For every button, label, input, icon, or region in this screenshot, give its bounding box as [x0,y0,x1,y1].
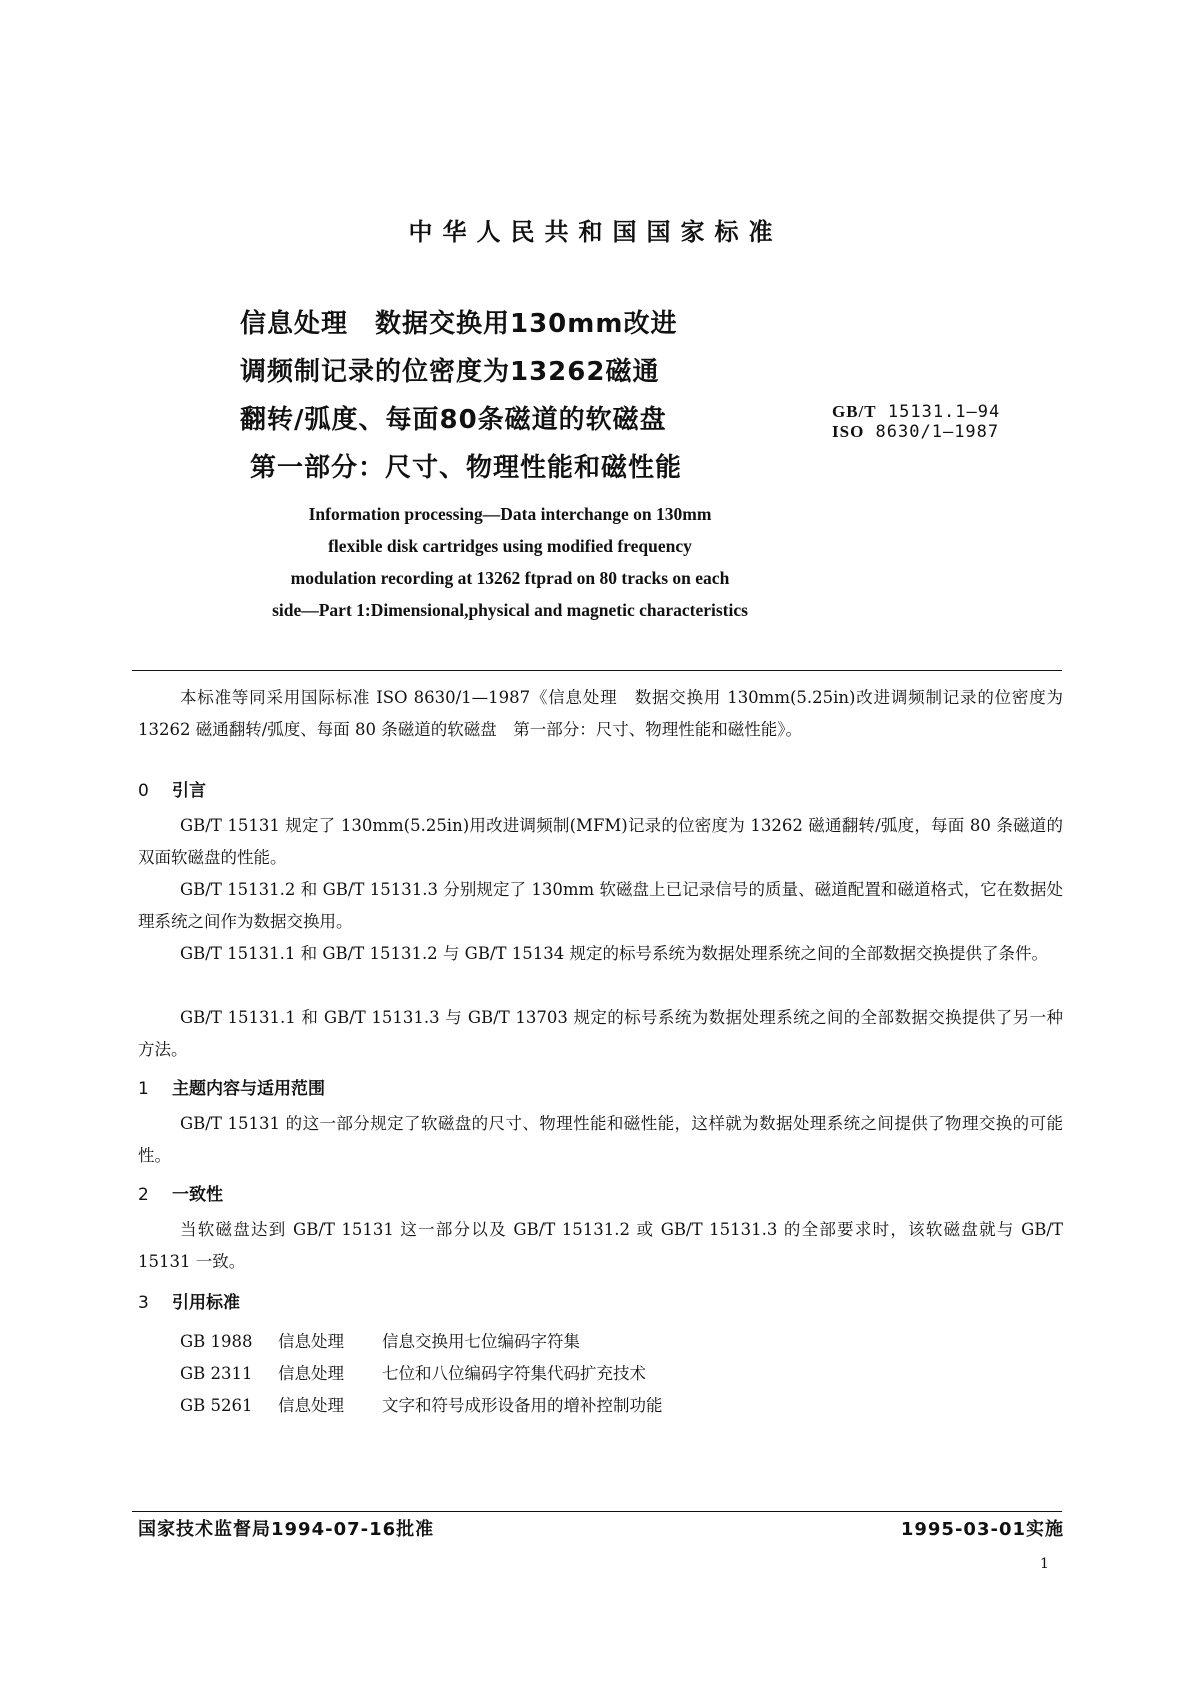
section-paragraph: GB/T 15131.1 和 GB/T 15131.3 与 GB/T 13703 规定的标号系统为数据处理系统之间的全部数据交换提供了另一种方法。 [138,1008,1063,1059]
reference-name: 文字和符号成形设备用的增补控制功能 [382,1396,663,1415]
reference-field: 信息处理 [278,1332,344,1351]
english-title-line: flexible disk cartridges using modified frequency [328,536,692,556]
reference-field: 信息处理 [278,1364,344,1383]
section-heading [138,1076,325,1102]
section-number: 2 [138,1185,149,1205]
reference-name: 七位和八位编码字符集代码扩充技术 [382,1364,646,1383]
approval-date: 国家技术监督局1994-07-16批准 [138,1519,435,1540]
section-paragraph: GB/T 15131 的这一部分规定了软磁盘的尺寸、物理性能和磁性能，这样就为数据处理系统之间提供了物理交换的可能性。 [138,1114,1063,1165]
english-title-line: side—Part 1:Dimensional,physical and magnetic characteristics [272,600,748,620]
iso-label: ISO [832,422,865,441]
chinese-title-line: 调频制记录的位密度为13262磁通 [240,357,660,387]
chinese-title-line: 第一部分：尺寸、物理性能和磁性能 [250,453,683,483]
section-title: 主题内容与适用范围 [172,1079,325,1099]
iso-standard-number [832,422,1000,442]
section-paragraph: GB/T 15131 规定了 130mm(5.25in)用改进调频制(MFM)记录的位密度为 13262 磁通翻转/弧度，每面 80 条磁道的双面软磁盘的性能。 [138,816,1063,867]
national-standard-heading: 中华人民共和国国家标准 [408,218,783,246]
intro-paragraph: 本标准等同采用国际标准 ISO 8630/1—1987《信息处理 数据交换用 130mm(5.25in)改进调频制记录的位密度为 13262 磁通翻转/弧度、每面 80 条磁道的软磁盘 第一部分：尺寸、物理性能和磁性能》。 [138,688,1063,739]
reference-code: GB 2311 [180,1364,253,1383]
reference-item [180,1326,580,1358]
chinese-title-line: 信息处理 数据交换用130mm改进 [240,309,678,339]
section-heading [138,1290,240,1316]
section-number: 1 [138,1079,149,1099]
section-paragraph: 当软磁盘达到 GB/T 15131 这一部分以及 GB/T 15131.2 或 GB/T 15131.3 的全部要求时，该软磁盘就与 GB/T 15131 一致。 [138,1220,1063,1271]
section-number: 0 [138,781,149,801]
english-title [200,498,820,626]
reference-name: 信息交换用七位编码字符集 [382,1332,580,1351]
chinese-title [240,300,740,492]
english-title-line: modulation recording at 13262 ftprad on 80 tracks on each [290,568,730,588]
gb-number: 15131.1—94 [887,402,1001,422]
bottom-divider [132,1511,1062,1512]
page-number: 1 [1040,1556,1049,1572]
section-title: 一致性 [172,1185,223,1205]
section-paragraph: GB/T 15131.1 和 GB/T 15131.2 与 GB/T 15134 规定的标号系统为数据处理系统之间的全部数据交换提供了条件。 [180,944,1049,963]
chinese-title-line: 翻转/弧度、每面80条磁道的软磁盘 [240,405,667,435]
reference-item [180,1390,663,1422]
section-title: 引用标准 [172,1293,240,1313]
section-heading [138,778,206,804]
top-divider [132,670,1062,671]
section-title: 引言 [172,781,206,801]
implementation-date: 1995-03-01实施 [900,1519,1064,1540]
standard-numbers [832,402,1000,442]
iso-number: 8630/1—1987 [875,422,1000,442]
english-title-line: Information processing—Data interchange on 130mm [308,504,712,524]
reference-field: 信息处理 [278,1396,344,1415]
section-number: 3 [138,1293,149,1313]
reference-item [180,1358,646,1390]
reference-code: GB 5261 [180,1396,253,1415]
gb-standard-number [832,402,1000,422]
reference-code: GB 1988 [180,1332,253,1351]
section-paragraph: GB/T 15131.2 和 GB/T 15131.3 分别规定了 130mm 软磁盘上已记录信号的质量、磁道配置和磁道格式，它在数据处理系统之间作为数据交换用。 [138,880,1063,931]
section-heading [138,1182,223,1208]
gb-label: GB/T [832,402,877,421]
